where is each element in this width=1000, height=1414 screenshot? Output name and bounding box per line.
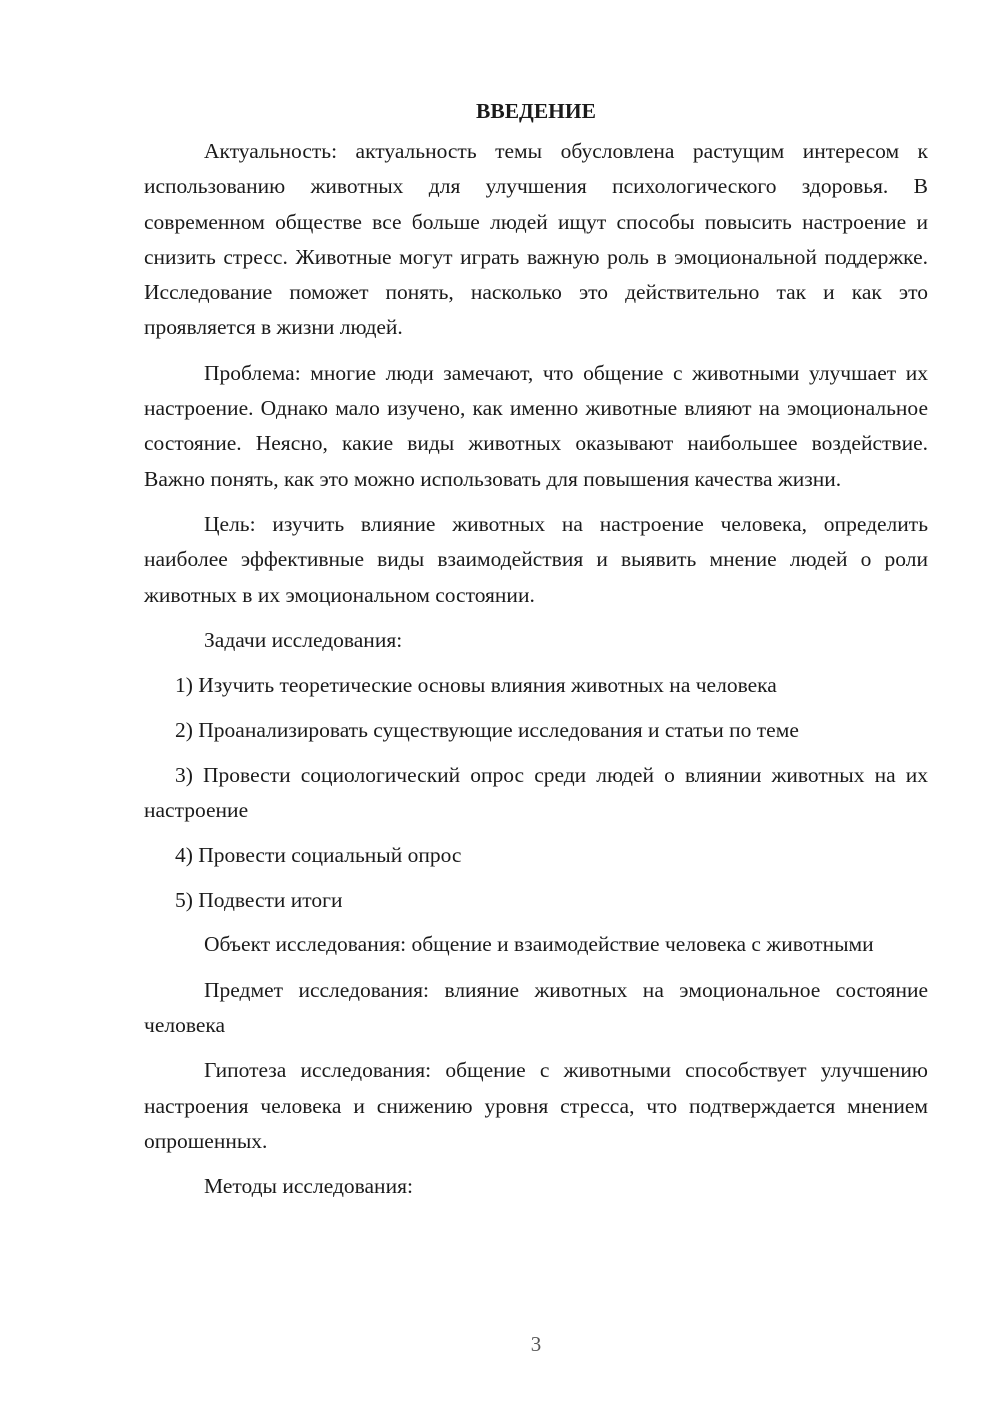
paragraph-relevance: Актуальность: актуальность темы обусловлена растущим интересом к использованию животных для улучшения психологического здоровья. В современном обществе все больше людей ищут способы повысить настроение и снизить стресс. Животные могут играть важную роль в эмоциональной поддержке. Исследование поможет понять, насколько это действительно так и как это проявляется в жизни людей. <box>144 139 928 340</box>
paragraph-goal: Цель: изучить влияние животных на настроение человека, определить наиболее эффективные виды взаимодействия и выявить мнение людей о роли животных в их эмоциональном состоянии. <box>144 511 928 607</box>
paragraph-object: Объект исследования: общение и взаимодействие человека с животными <box>204 932 874 957</box>
section-heading: ВВЕДЕНИЕ <box>476 99 596 123</box>
task-item-2: 2) Проанализировать существующие исследования и статьи по теме <box>175 717 799 742</box>
methods-title: Методы исследования: <box>204 1174 413 1199</box>
task-item-5: 5) Подвести итоги <box>175 887 343 912</box>
paragraph-problem: Проблема: многие люди замечают, что общение с животными улучшает их настроение. Однако мало изучено, как именно животные влияют на эмоциональное состояние. Неясно, какие виды животных оказывают наибольшее воздействие. Важно понять, как это можно использовать для повышения качества жизни. <box>144 360 928 491</box>
paragraph-subject: Предмет исследования: влияние животных на эмоциональное состояние человека <box>144 977 928 1038</box>
paragraph-hypothesis: Гипотеза исследования: общение с животными способствует улучшению настроения человека и снижению уровня стресса, что подтверждается мнением опрошенных. <box>144 1058 928 1153</box>
task-item-3: 3) Провести социологический опрос среди людей о влиянии животных на их настроение <box>144 762 928 823</box>
tasks-title: Задачи исследования: <box>204 627 403 652</box>
page-content <box>144 96 928 1215</box>
task-item-1: 1) Изучить теоретические основы влияния животных на человека <box>175 673 777 698</box>
task-item-4: 4) Провести социальный опрос <box>175 842 462 867</box>
page-number: 3 <box>530 1332 542 1356</box>
